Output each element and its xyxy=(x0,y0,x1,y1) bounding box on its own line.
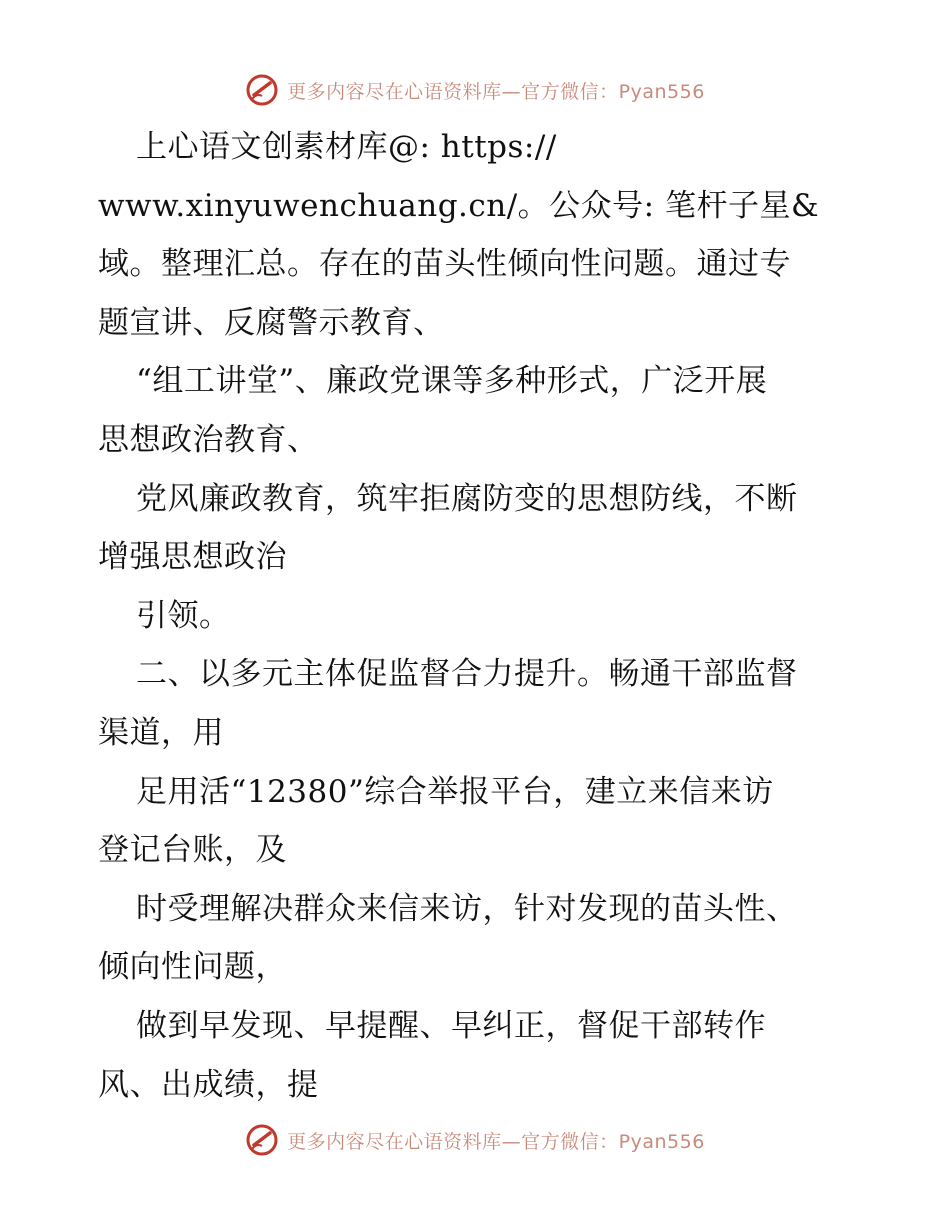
text-line: 思想政治教育、 xyxy=(98,421,319,458)
text-line: 做到早发现、早提醒、早纠正，督促干部转作 xyxy=(136,1007,766,1044)
text-line: 引领。 xyxy=(136,597,231,634)
text-line: 登记台账，及 xyxy=(98,832,287,869)
book-pen-logo-icon xyxy=(245,1123,279,1157)
text-line: 时受理解决群众来信来访，针对发现的苗头性、 xyxy=(136,890,798,927)
text-line: 增强思想政治 xyxy=(98,539,287,576)
text-line: 域。整理汇总。存在的苗头性倾向性问题。通过专 xyxy=(98,246,791,283)
text-line: 上心语文创素材库@: https:// xyxy=(136,129,557,165)
text-line: www.xinyuwenchuang.cn/。公众号: 笔杆子星& xyxy=(98,187,820,224)
footer-banner xyxy=(0,1120,950,1160)
header-banner-text: 更多内容尽在心语资料库—官方微信：Pyan556 xyxy=(287,80,705,103)
text-line: 渠道，用 xyxy=(98,714,224,751)
text-line: 二、以多元主体促监督合力提升。畅通干部监督 xyxy=(136,656,798,693)
document-body xyxy=(98,118,858,1114)
text-line: 倾向性问题， xyxy=(98,949,287,986)
footer-banner-text: 更多内容尽在心语资料库—官方微信：Pyan556 xyxy=(287,1130,705,1153)
header-banner xyxy=(0,70,950,110)
text-line: 党风廉政教育，筑牢拒腐防变的思想防线，不断 xyxy=(136,480,798,517)
text-line: 题宣讲、反腐警示教育、 xyxy=(98,304,445,341)
text-line: “组工讲堂”、廉政党课等多种形式，广泛开展 xyxy=(136,363,768,400)
book-pen-logo-icon xyxy=(245,73,279,107)
text-line: 足用活“12380”综合举报平台，建立来信来访 xyxy=(136,773,774,810)
text-line: 风、出成绩，提 xyxy=(98,1066,319,1103)
